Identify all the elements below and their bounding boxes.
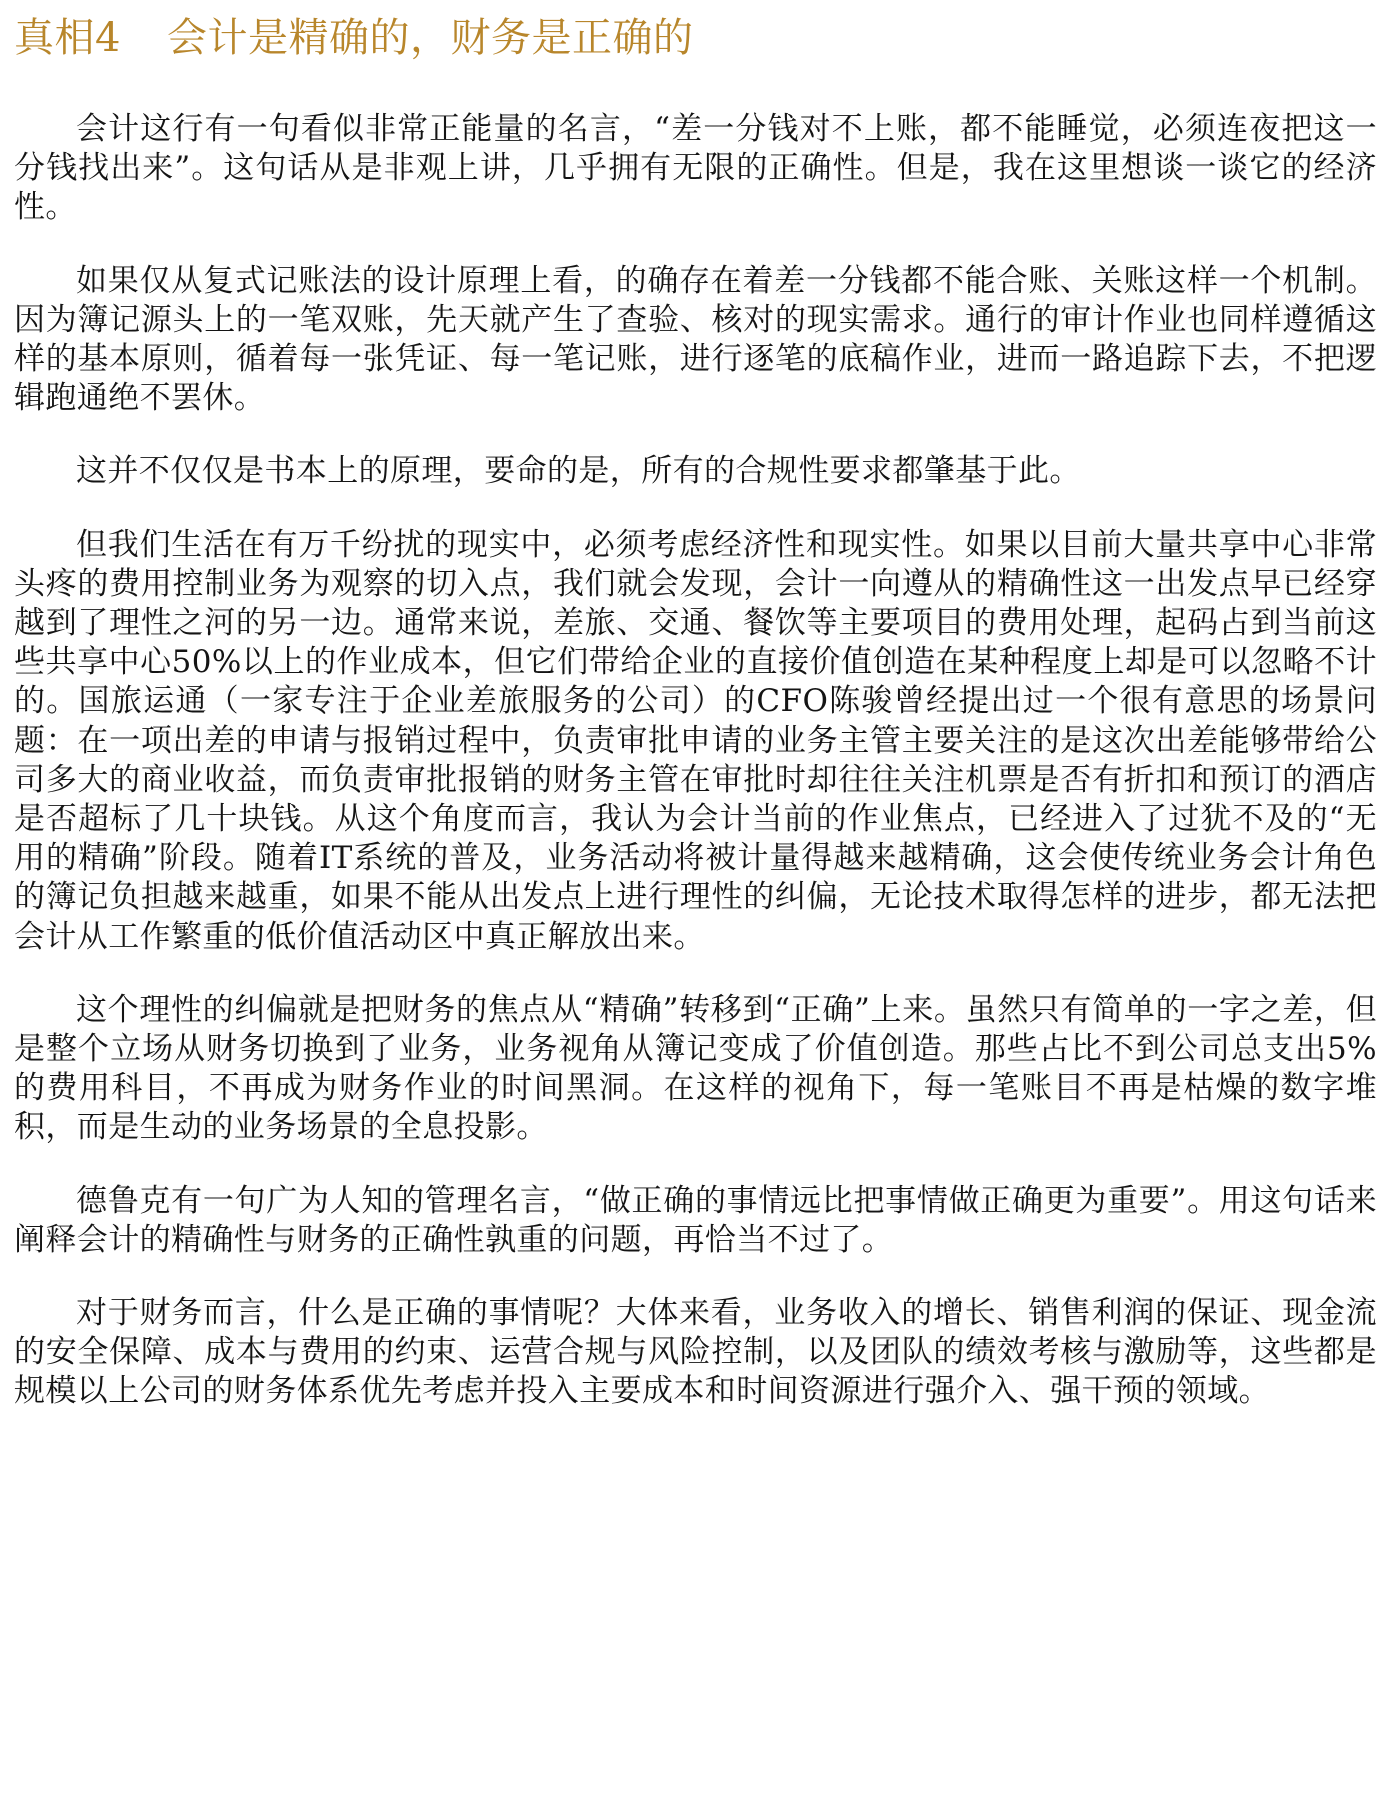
section-title: 会计是精确的，财务是正确的 [166,15,694,61]
paragraph-2: 如果仅从复式记账法的设计原理上看，的确存在着差一分钱都不能合账、关账这样一个机制。因为簿记源头上的一笔双账，先天就产生了查验、核对的现实需求。通行的审计作业也同样遵循这样的基本原则，循着每一张凭证、每一笔记账，进行逐笔的底稿作业，进而一路追踪下去，不把逻辑跑通绝不罢休。 [14,262,1377,417]
section-heading [14,8,1377,68]
section-number: 真相4 [14,15,121,61]
paragraph-6: 德鲁克有一句广为人知的管理名言，“做正确的事情远比把事情做正确更为重要”。用这句话来阐释会计的精确性与财务的正确性孰重的问题，再恰当不过了。 [14,1182,1377,1258]
paragraph-7: 对于财务而言，什么是正确的事情呢？大体来看，业务收入的增长、销售利润的保证、现金流的安全保障、成本与费用的约束、运营合规与风险控制，以及团队的绩效考核与激励等，这些都是规模以上公司的财务体系优先考虑并投入主要成本和时间资源进行强介入、强干预的领域。 [14,1295,1377,1410]
paragraph-1: 会计这行有一句看似非常正能量的名言，“差一分钱对不上账，都不能睡觉，必须连夜把这一分钱找出来”。这句话从是非观上讲，几乎拥有无限的正确性。但是，我在这里想谈一谈它的经济性。 [14,111,1377,226]
paragraph-3: 这并不仅仅是书本上的原理，要命的是，所有的合规性要求都肇基于此。 [76,453,1081,490]
paragraph-4: 但我们生活在有万千纷扰的现实中，必须考虑经济性和现实性。如果以目前大量共享中心非常头疼的费用控制业务为观察的切入点，我们就会发现，会计一向遵从的精确性这一出发点早已经穿越到了理性之河的另一边。通常来说，差旅、交通、餐饮等主要项目的费用处理，起码占到当前这些共享中心50%以上的作业成本，但它们带给企业的直接价值创造在某种程度上却是可以忽略不计的。国旅运通（一家专注于企业差旅服务的公司）的CFO陈骏曾经提出过一个很有意思的场景问题：在一项出差的申请与报销过程中，负责审批申请的业务主管主要关注的是这次出差能够带给公司多大的商业收益，而负责审批报销的财务主管在审批时却往往关注机票是否有折扣和预订的酒店是否超标了几十块钱。从这个角度而言，我认为会计当前的作业焦点，已经进入了过犹不及的“无用的精确”阶段。随着IT系统的普及，业务活动将被计量得越来越精确，这会使传统业务会计角色的簿记负担越来越重，如果不能从出发点上进行理性的纠偏，无论技术取得怎样的进步，都无法把会计从工作繁重的低价值活动区中真正解放出来。 [14,526,1377,955]
paragraph-5: 这个理性的纠偏就是把财务的焦点从“精确”转移到“正确”上来。虽然只有简单的一字之差，但是整个立场从财务切换到了业务，业务视角从簿记变成了价值创造。那些占比不到公司总支出5%的费用科目，不再成为财务作业的时间黑洞。在这样的视角下，每一笔账目不再是枯燥的数字堆积，而是生动的业务场景的全息投影。 [14,991,1377,1146]
